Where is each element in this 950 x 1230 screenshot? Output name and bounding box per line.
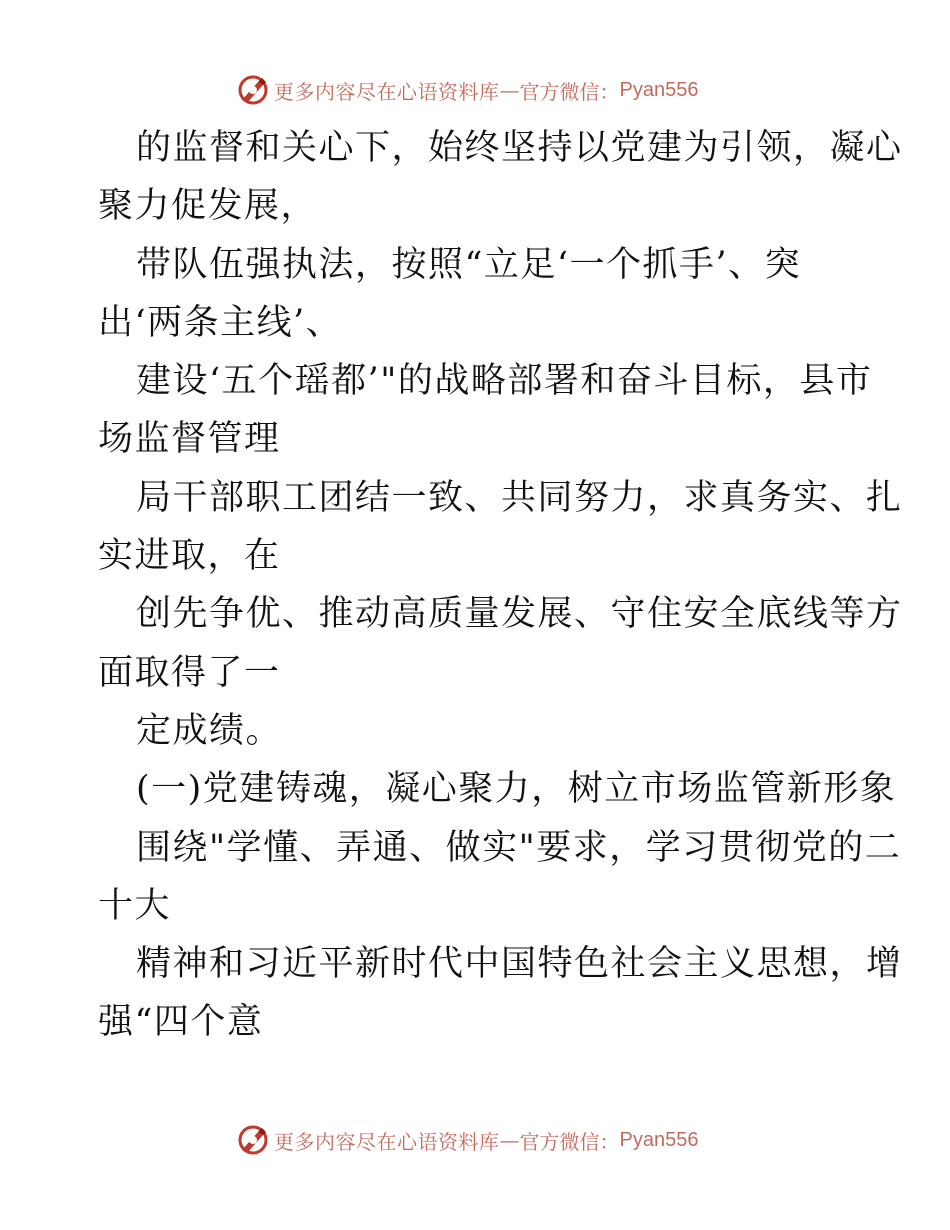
banner-separator: — [499,1128,520,1152]
text-line: 精神和习近平新时代中国特色社会主义思想，增 [136,944,903,985]
text-line: 十大 [98,885,172,926]
pen-logo-icon [236,73,270,107]
text-line: 面取得了一 [98,652,281,693]
text-line: 局干部职工团结一致、共同努力，求真务实、扎 [136,477,903,518]
pen-logo-icon [236,1123,270,1157]
wechat-id: Pyan556 [619,1128,699,1151]
text-line: 聚力促发展， [98,186,318,227]
footer-banner[interactable] [236,1122,698,1158]
section-heading: (一)党建铸魂，凝心聚力，树立市场监管新形象 [136,769,897,810]
document-body [98,119,903,1052]
wechat-label: 官方微信： [519,1129,620,1154]
text-line: 实进取，在 [98,536,281,577]
text-line: 建设‘五个瑶都’"的战略部署和奋斗目标，县市 [136,361,873,402]
text-line: 定成绩。 [136,710,283,751]
text-line: 强“四个意 [98,1002,264,1043]
text-line: 创先争优、推动高质量发展、守住安全底线等方 [136,594,903,635]
text-line: 场监督管理 [98,419,281,460]
text-line: 的监督和关心下，始终坚持以党建为引领，凝心 [136,128,903,168]
header-banner[interactable] [236,72,698,108]
wechat-id: Pyan556 [619,78,699,101]
text-line: 带队伍强执法，按照“立足‘一个抓手’、突 [136,244,802,285]
text-line: 出‘两条主线’、 [98,302,343,343]
banner-text: 更多内容尽在心语资料库 [274,1129,500,1154]
wechat-label: 官方微信： [519,79,620,104]
banner-text: 更多内容尽在心语资料库 [274,79,500,104]
text-line: 围绕"学懂、弄通、做实"要求，学习贯彻党的二 [136,827,902,868]
banner-separator: — [499,78,520,102]
